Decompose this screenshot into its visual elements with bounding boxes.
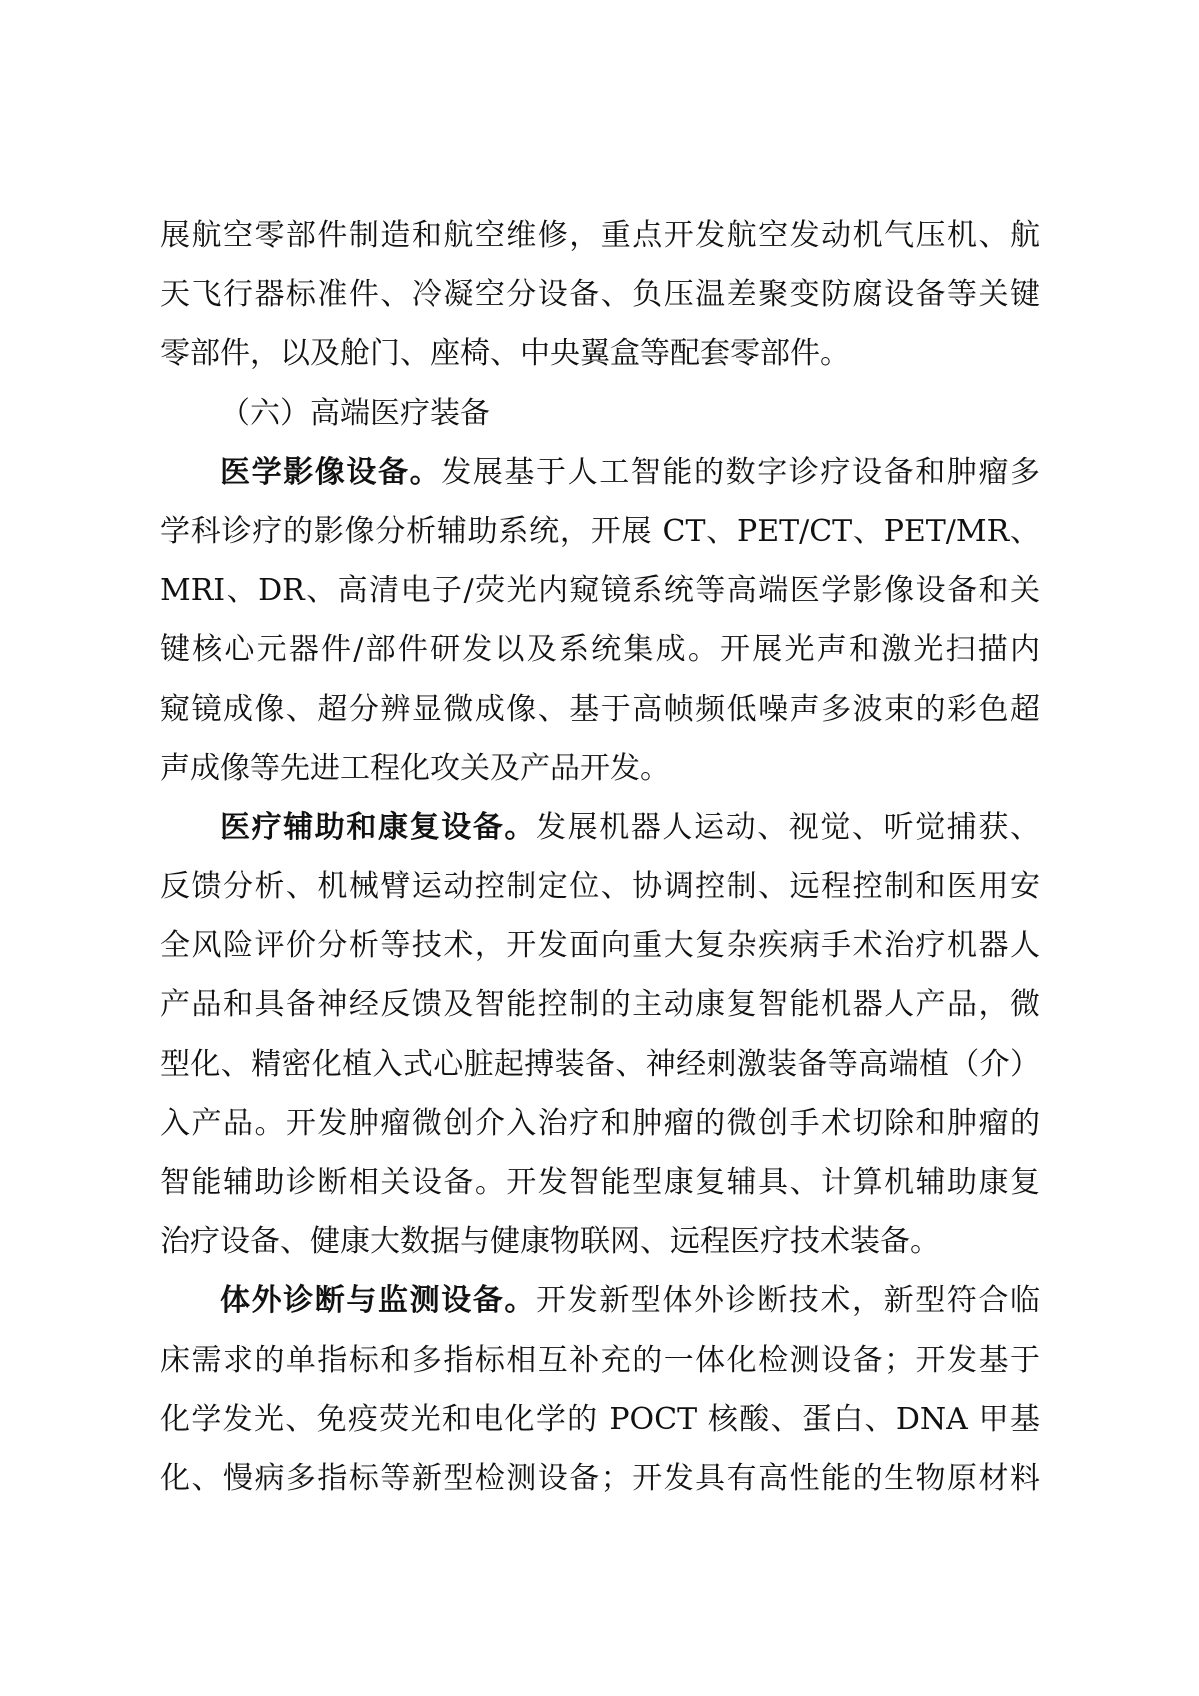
text-span: 发展基于人工智能的数字诊疗设备和肿瘤多 (441, 454, 1040, 490)
text-line: 治疗设备、健康大数据与健康物联网、远程医疗技术装备。 (160, 1224, 940, 1260)
text-line (160, 798, 1040, 857)
paragraph-lead: 医学影像设备。 (220, 454, 442, 490)
text-line: 零部件，以及舱门、座椅、中央翼盒等配套零部件。 (160, 336, 850, 372)
text-line: 展航空零部件制造和航空维修，重点开发航空发动机气压机、航 (160, 218, 1040, 253)
paragraph-lead: 体外诊断与监测设备。 (220, 1283, 536, 1319)
text-line: 键核心元器件/部件研发以及系统集成。开展光声和激光扫描内 (160, 632, 1040, 668)
text-line: 床需求的单指标和多指标相互补充的一体化检测设备；开发基于 (160, 1342, 1040, 1378)
paragraph-ivd (160, 1271, 1040, 1508)
text-line: 反馈分析、机械臂运动控制定位、协调控制、远程控制和医用安 (160, 869, 1040, 905)
text-span: 发展机器人运动、视觉、听觉捕获、 (536, 809, 1040, 845)
section-heading: （六）高端医疗装备 (220, 395, 490, 431)
text-line: 窥镜成像、超分辨显微成像、基于高帧频低噪声多波束的彩色超 (160, 691, 1040, 727)
body-text (160, 206, 1040, 1508)
text-line: 全风险评价分析等技术，开发面向重大复杂疾病手术治疗机器人 (160, 928, 1040, 964)
text-line: 智能辅助诊断相关设备。开发智能型康复辅具、计算机辅助康复 (160, 1165, 1040, 1200)
text-line: MRI、DR、高清电子/荧光内窥镜系统等高端医学影像设备和关 (160, 573, 1040, 609)
text-line (160, 1271, 1040, 1330)
text-line: 入产品。开发肿瘤微创介入治疗和肿瘤的微创手术切除和肿瘤的 (160, 1105, 1040, 1141)
text-span: 开发新型体外诊断技术，新型符合临 (536, 1283, 1040, 1319)
text-line: 型化、精密化植入式心脏起搏装备、神经刺激装备等高端植（介） (160, 1046, 1040, 1082)
text-line: 天飞行器标准件、冷凝空分设备、负压温差聚变防腐设备等关键 (160, 277, 1040, 313)
paragraph-medical-imaging (160, 443, 1040, 798)
text-line: 声成像等先进工程化攻关及产品开发。 (160, 750, 670, 786)
text-line: 产品和具备神经反馈及智能控制的主动康复智能机器人产品，微 (160, 987, 1040, 1023)
text-line: 化、慢病多指标等新型检测设备；开发具有高性能的生物原材料 (160, 1460, 1040, 1496)
paragraph-medical-assist (160, 798, 1040, 1272)
text-line (160, 443, 1040, 502)
text-line: 化学发光、免疫荧光和电化学的 POCT 核酸、蛋白、DNA 甲基 (160, 1401, 1040, 1437)
paragraph-aerospace (160, 206, 1040, 384)
paragraph-lead: 医疗辅助和康复设备。 (220, 809, 536, 845)
text-line: 学科诊疗的影像分析辅助系统，开展 CT、PET/CT、PET/MR、 (160, 513, 1040, 549)
